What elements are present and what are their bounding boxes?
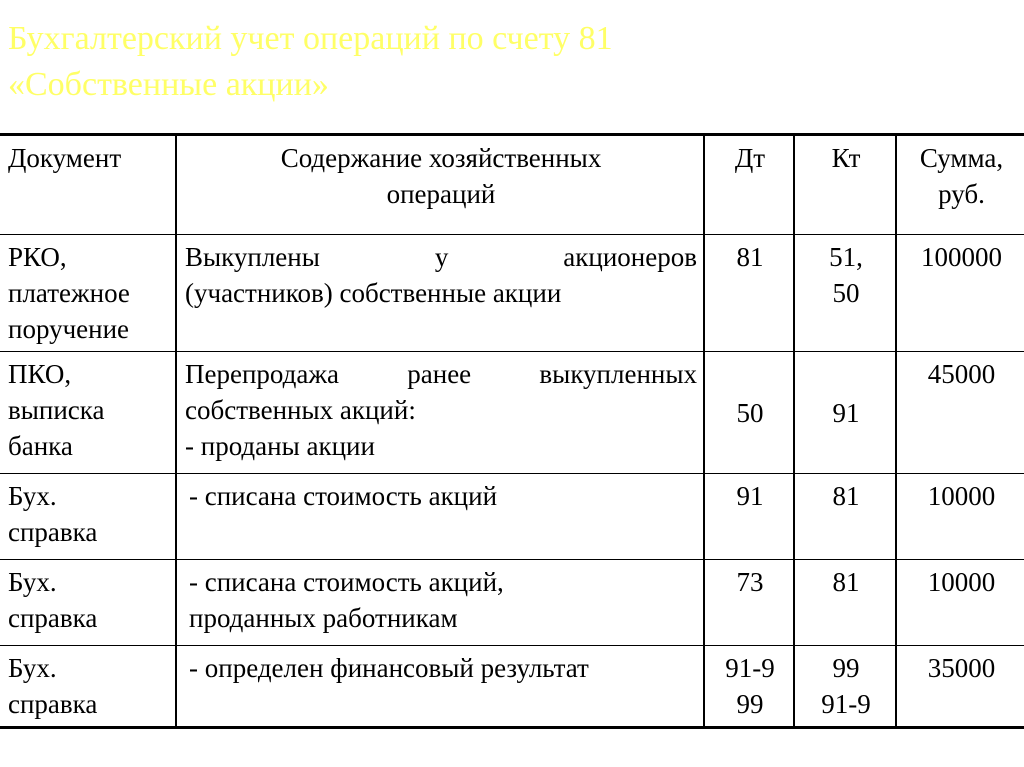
credit-value: 50 [832,278,860,308]
cell-document [0,235,176,352]
doc-line: Бух. [8,567,57,597]
slide-title [8,16,1008,108]
cell-document [0,352,176,474]
table-row [0,646,1024,728]
credit-value: 81 [832,481,860,511]
table-header-row [0,135,1024,235]
doc-line: выписка [8,395,105,425]
cell-content [176,474,704,560]
debit-value: 73 [736,567,764,597]
credit-value: 81 [832,567,860,597]
content-line: Перепродажа ранее выкупленных [185,359,697,389]
content-line: проданных работникам [189,603,458,633]
cell-sum: 35000 [896,646,1024,728]
credit-value: 99 [832,653,860,683]
cell-debit [704,474,794,560]
doc-line: Бух. [8,653,57,683]
header-sum-line-1: Сумма, [919,143,1004,173]
doc-line: справка [8,517,98,547]
cell-content [176,646,704,728]
cell-content [176,560,704,646]
header-content-line-2: операций [386,179,496,209]
cell-credit [794,235,896,352]
table-row [0,474,1024,560]
header-content [176,135,704,235]
doc-line: справка [8,603,98,633]
cell-sum: 45000 [896,352,1024,474]
cell-document [0,474,176,560]
cell-debit [704,352,794,474]
credit-value: 91 [832,397,860,428]
debit-value: 91 [736,481,764,511]
content-line: собственных акций: [185,395,416,425]
cell-debit [704,646,794,728]
cell-document [0,560,176,646]
header-document: Документ [0,135,176,235]
header-credit: Кт [794,135,896,235]
doc-line: Бух. [8,481,57,511]
cell-content [176,235,704,352]
content-line: - списана стоимость акций, [189,567,504,597]
header-content-line-1: Содержание хозяйственных [280,143,602,173]
ledger-table [0,133,1024,729]
doc-line: справка [8,689,98,719]
slide-title-line-1: Бухгалтерский учет операций по счету 81 [8,20,613,57]
table-row [0,235,1024,352]
content-line: (участников) собственные акции [185,278,562,308]
cell-debit [704,235,794,352]
cell-credit [794,646,896,728]
doc-line: ПКО, [8,359,72,389]
cell-sum: 100000 [896,235,1024,352]
content-line: Выкуплены у акционеров [185,242,697,272]
slide-title-line-2: «Собственные акции» [8,66,329,103]
doc-line: поручение [8,314,130,344]
credit-value: 51, [829,242,863,272]
cell-debit [704,560,794,646]
cell-credit [794,352,896,474]
debit-value: 81 [736,242,764,272]
doc-line: банка [8,431,73,461]
credit-value: 91-9 [821,689,871,719]
header-sum-line-2: руб. [938,179,985,209]
doc-line: платежное [8,278,130,308]
cell-credit [794,560,896,646]
content-line: - списана стоимость акций [189,481,498,511]
cell-credit [794,474,896,560]
cell-document [0,646,176,728]
table-row [0,560,1024,646]
header-sum [896,135,1024,235]
debit-value: 91-9 [725,653,775,683]
content-line: - проданы акции [185,431,375,461]
doc-line: РКО, [8,242,67,272]
content-line: - определен финансовый результат [189,653,589,683]
cell-sum: 10000 [896,474,1024,560]
debit-value: 99 [736,689,764,719]
cell-sum: 10000 [896,560,1024,646]
header-debit: Дт [704,135,794,235]
cell-content [176,352,704,474]
debit-value: 50 [736,397,764,428]
table-row [0,352,1024,474]
